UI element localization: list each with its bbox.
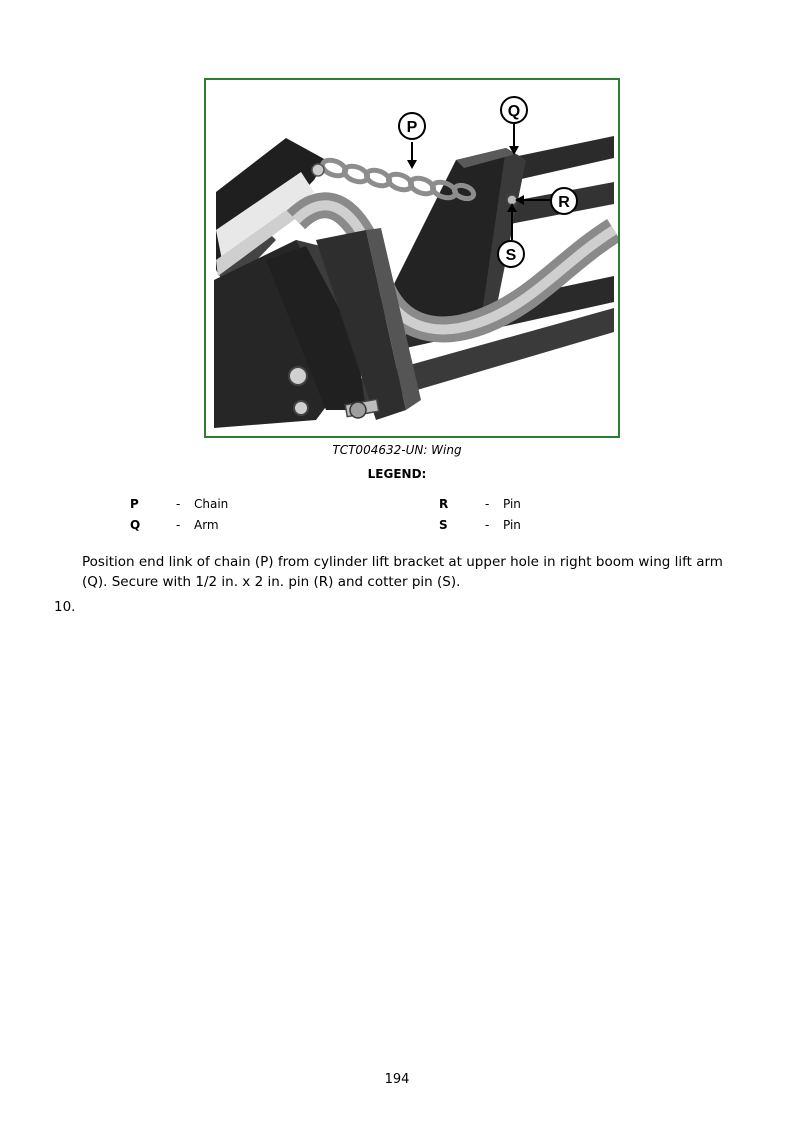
- legend-dash: -: [176, 497, 181, 511]
- legend-desc: Arm: [194, 518, 219, 532]
- legend-title: LEGEND:: [367, 467, 427, 481]
- legend-item: [439, 495, 639, 513]
- svg-text:R: R: [558, 194, 570, 211]
- legend-key: P: [130, 497, 139, 511]
- legend-item: [439, 516, 639, 534]
- legend-key: Q: [130, 518, 141, 532]
- legend-item: [130, 516, 330, 534]
- legend-desc: Pin: [503, 518, 521, 532]
- legend-desc: Chain: [194, 497, 229, 511]
- figure-frame: [204, 78, 620, 438]
- legend-desc: Pin: [503, 497, 521, 511]
- svg-text:S: S: [505, 247, 517, 264]
- legend-key: R: [439, 497, 449, 511]
- page-number: 194: [384, 1072, 410, 1087]
- wing-illustration: [206, 80, 618, 436]
- figure-caption: TCT004632-UN: Wing: [332, 443, 462, 457]
- legend-key: S: [439, 518, 448, 532]
- legend-item: [130, 495, 330, 513]
- legend-dash: -: [176, 518, 181, 532]
- svg-text:P: P: [406, 119, 418, 136]
- svg-text:Q: Q: [507, 103, 521, 120]
- step-number: 10.: [54, 599, 76, 615]
- instruction-text: Position end link of chain (P) from cylinder lift bracket at upper hole in right boom wing lift arm (Q). Secure with 1/2 in. x 2 in. pin (R) and cotter pin (S).: [82, 554, 723, 590]
- legend-dash: -: [485, 518, 490, 532]
- legend-dash: -: [485, 497, 490, 511]
